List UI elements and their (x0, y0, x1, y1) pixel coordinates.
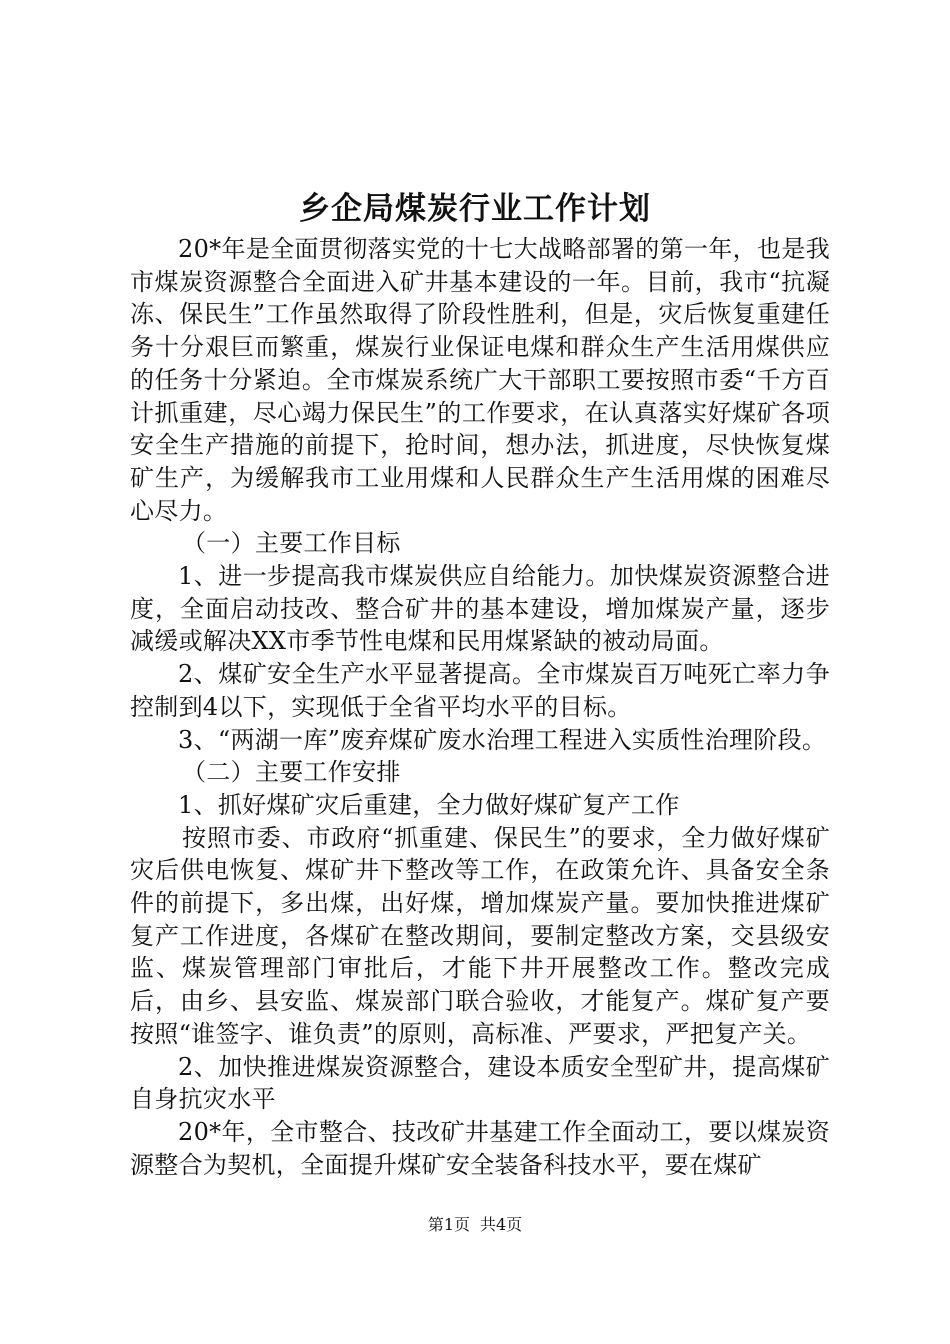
goal-item-2: 2、煤矿安全生产水平显著提高。全市煤炭百万吨死亡率力争控制到4以下，实现低于全省平均水平的目标。 (130, 660, 830, 721)
goal-item-3: 3、“两湖一库”废弃煤矿废水治理工程进入实质性治理阶段。 (178, 725, 827, 754)
arrangement-heading-2: 2、加快推进煤炭资源整合，建设本质安全型矿井，提高煤矿自身抗灾水平 (130, 1052, 830, 1114)
page-total: 共4页 (480, 1215, 523, 1234)
arrangement-paragraph-1: 按照市委、市政府“抓重建、保民生”的要求，全力做好煤矿灾后供电恢复、煤矿井下整改等工作，在政策允许、具备安全条件的前提下，多出煤，出好煤，增加煤炭产量。要加快推进煤矿复产工作进度，各煤矿在整改期间，要制定整改方案，交县级安监、煤炭管理部门审批后，才能下井开展整改工作。整改完成后，由乡、县安监、煤炭部门联合验收，才能复产。煤矿复产要按照“谁签字、谁负责”的原则，高标准、严要求，严把复产关。 (130, 823, 830, 1048)
goal-item-1: 1、进一步提高我市煤炭供应自给能力。加快煤炭资源整合进度，全面启动技改、整合矿井的基本建设，增加煤炭产量，逐步减缓或解决XX市季节性电煤和民用煤紧缺的被动局面。 (130, 562, 830, 656)
section-heading-goals: （一）主要工作目标 (182, 529, 401, 558)
document-title: 乡企局煤炭行业工作计划 (299, 191, 651, 227)
page-footer (0, 1214, 950, 1236)
intro-paragraph: 20*年是全面贯彻落实党的十七大战略部署的第一年，也是我市煤炭资源整合全面进入矿井基本建设的一年。目前，我市“抗凝冻、保民生”工作虽然取得了阶段性胜利，但是，灾后恢复重建任务十分艰巨而繁重，煤炭行业保证电煤和群众生产生活用煤供应的任务十分紧迫。全市煤炭系统广大干部职工要按照市委“千方百计抓重建，尽心竭力保民生”的工作要求，在认真落实好煤矿各项安全生产措施的前提下，抢时间，想办法，抓进度，尽快恢复煤矿生产，为缓解我市工业用煤和人民群众生产生活用煤的困难尽心尽力。 (130, 235, 830, 525)
page-number: 第1页 (427, 1215, 470, 1234)
section-heading-arrangements: （二）主要工作安排 (182, 758, 401, 787)
document-body (130, 233, 830, 1181)
arrangement-paragraph-2: 20*年，全市整合、技改矿井基建工作全面动工，要以煤炭资源整合为契机，全面提升煤矿安全装备科技水平，要在煤矿 (130, 1117, 830, 1179)
arrangement-heading-1: 1、抓好煤矿灾后重建，全力做好煤矿复产工作 (178, 790, 680, 819)
